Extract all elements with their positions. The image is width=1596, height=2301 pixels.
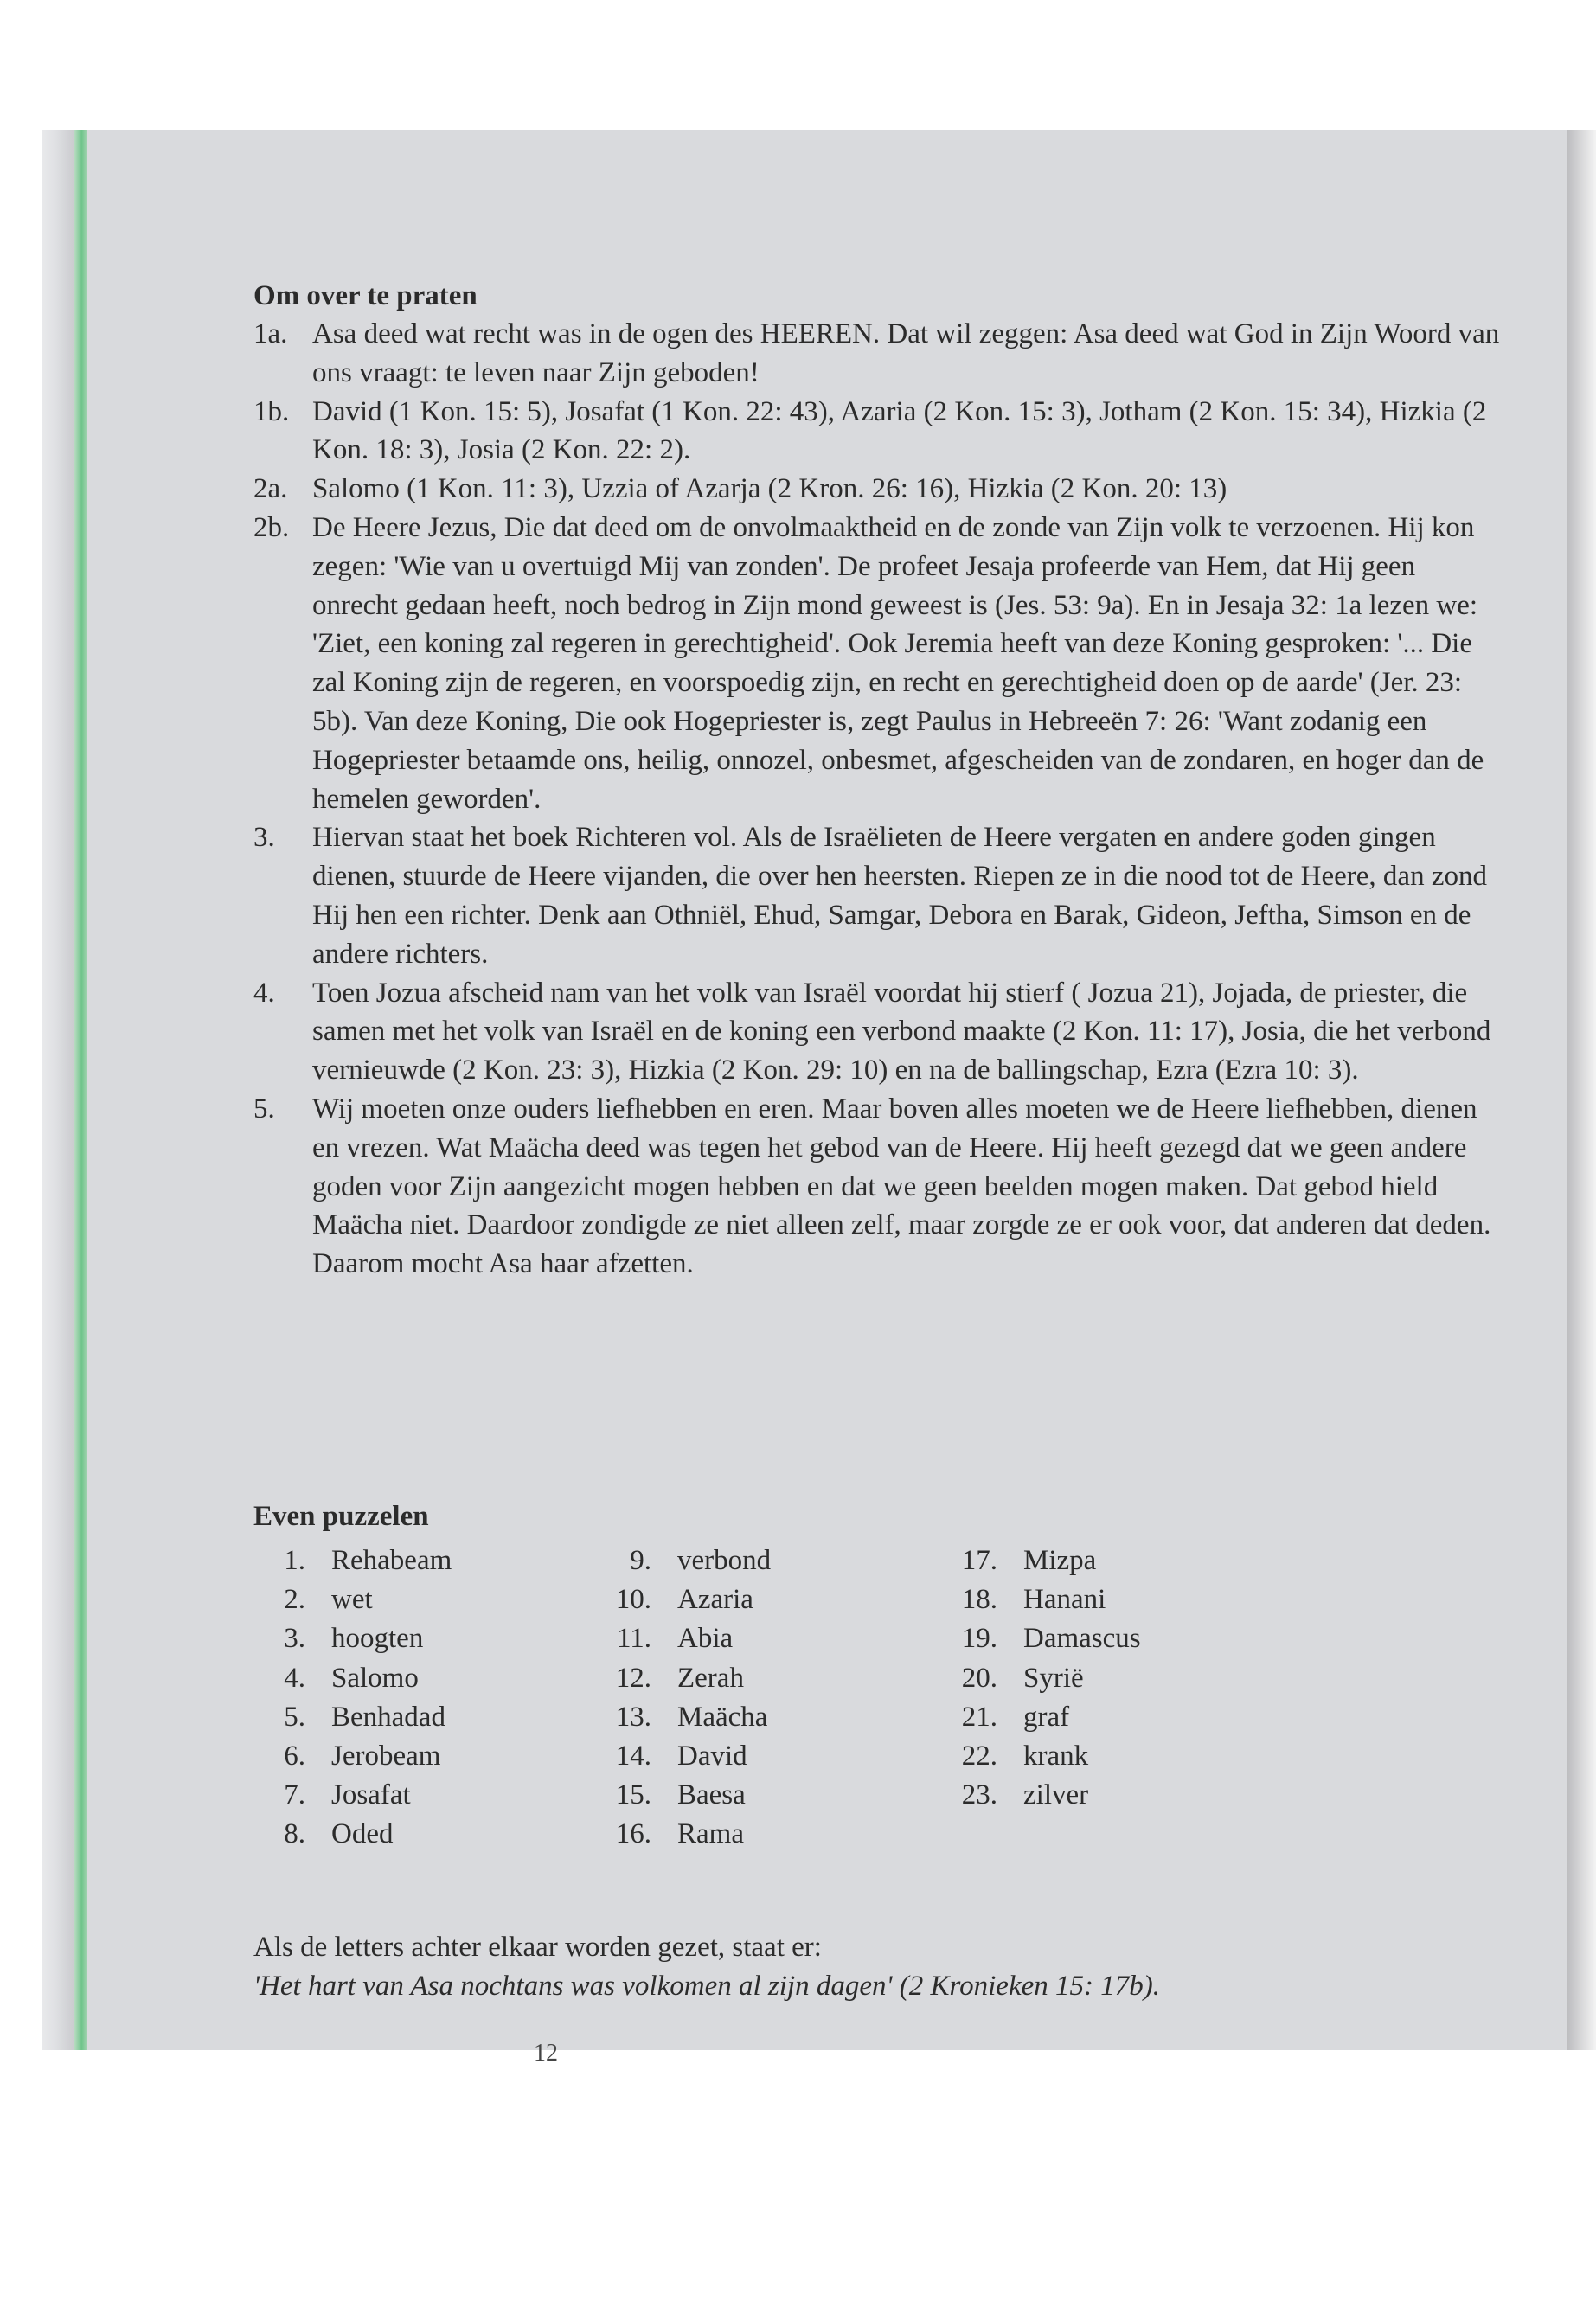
puzzle-number: 11. <box>616 1623 651 1655</box>
puzzle-word: Azaria <box>677 1584 753 1616</box>
puzzle-entry <box>253 1659 513 1698</box>
puzzle-word: Benhadad <box>331 1701 445 1733</box>
puzzle-word: verbond <box>677 1545 772 1576</box>
puzzle-word: Oded <box>331 1818 394 1850</box>
section-heading: Om over te praten <box>253 280 478 311</box>
puzzle-number: 10. <box>615 1584 651 1616</box>
puzzle-word: graf <box>1023 1701 1070 1733</box>
item-text: Toen Jozua afscheid nam van het volk van Israël voordat hij stierf ( Jozua 21), Jojada, de priester, die samen met het volk van Israël en de koning een verbond maakte (2 Kon. 11: 17), Josia, die het verbond vernieuwde (2 Kon. 23: 3), Hizkia (2 Kon. 29: 10) en na de ballingschap, Ezra (Ezra 10: 3). <box>312 977 1491 1086</box>
puzzle-heading: Even puzzelen <box>253 1501 429 1532</box>
puzzle-number: 4. <box>284 1662 305 1694</box>
solution-quote: 'Het hart van Asa nochtans was volkomen al zijn dagen' (2 Kronieken 15: 17b). <box>253 1971 1160 2002</box>
item-text: Wij moeten onze ouders liefhebben en eren. Maar boven alles moeten we de Heere liefhebben, dienen en vrezen. Wat Maächa deed was tegen het gebod van de Heere. Hij heeft gezegd dat we geen andere goden voor Zijn aangezicht mogen hebben en dat we geen beelden mogen maken. Dat gebod hield Maächa niet. Daardoor zondigde ze niet alleen zelf, maar zorgde ze er ook voor, dat anderen dat deden. Daarom mocht Asa haar afzetten. <box>312 1093 1491 1280</box>
puzzle-number: 21. <box>961 1701 997 1733</box>
puzzle-number: 23. <box>961 1779 997 1811</box>
puzzle-word: Syrië <box>1023 1662 1084 1694</box>
puzzle-entry <box>945 1580 1205 1619</box>
puzzle-word: krank <box>1023 1740 1089 1772</box>
puzzle-word: Zerah <box>677 1662 744 1694</box>
solution-intro: Als de letters achter elkaar worden gezet, staat er: <box>253 1932 822 1963</box>
puzzle-entry <box>253 1737 513 1776</box>
puzzle-word: Baesa <box>677 1779 746 1811</box>
puzzle-word: wet <box>331 1584 373 1616</box>
discussion-item <box>253 509 1508 818</box>
puzzle-entry <box>599 1619 859 1658</box>
puzzle-entry <box>253 1698 513 1737</box>
discussion-item <box>253 818 1508 973</box>
puzzle-number: 22. <box>961 1740 997 1772</box>
puzzle-entry <box>599 1815 859 1854</box>
discussion-item <box>253 470 1508 509</box>
item-number: 2b. <box>253 511 290 543</box>
discussion-item <box>253 1090 1508 1284</box>
item-text: Hiervan staat het boek Richteren vol. Als de Israëlieten de Heere vergaten en andere goden gingen dienen, stuurde de Heere vijanden, die over hen heersten. Riepen ze in die nood tot de Heere, dan zond Hij hen een richter. Denk aan Othniël, Ehud, Samgar, Debora en Barak, Gideon, Jeftha, Simson en de andere richters. <box>312 822 1487 970</box>
discussion-item <box>253 393 1508 471</box>
puzzle-number: 13. <box>615 1701 651 1733</box>
puzzle-entry <box>599 1659 859 1698</box>
green-book-edge <box>74 130 87 2050</box>
puzzle-number: 17. <box>961 1545 997 1576</box>
puzzle-number: 2. <box>284 1584 305 1616</box>
page-shadow-right <box>1567 130 1596 2050</box>
puzzle-entry <box>945 1737 1205 1776</box>
item-text: David (1 Kon. 15: 5), Josafat (1 Kon. 22: 43), Azaria (2 Kon. 15: 3), Jotham (2 Kon. 15: 34), Hizkia (2 Kon. 18: 3), Josia (2 Kon. 22: 2). <box>312 395 1487 466</box>
page-number: 12 <box>534 2040 558 2067</box>
puzzle-entry <box>945 1541 1205 1580</box>
puzzle-word: hoogten <box>331 1623 424 1655</box>
puzzle-entry <box>599 1541 859 1580</box>
puzzle-number: 14. <box>615 1740 651 1772</box>
puzzle-number: 18. <box>961 1584 997 1616</box>
puzzle-word: zilver <box>1023 1779 1089 1811</box>
puzzle-entry <box>945 1619 1205 1658</box>
puzzle-number: 8. <box>284 1818 305 1850</box>
item-number: 3. <box>253 822 275 854</box>
puzzle-number: 9. <box>630 1545 651 1576</box>
item-text: De Heere Jezus, Die dat deed om de onvolmaaktheid en de zonde van Zijn volk te verzoenen. Hij kon zegen: 'Wie van u overtuigd Mij van zonden'. De profeet Jesaja profeerde van Hem, dat Hij geen onrecht gedaan heeft, noch bedrog in Zijn mond geweest is (Jes. 53: 9a). En in Jesaja 32: 1a lezen we: 'Ziet, een koning zal regeren in gerechtigheid'. Ook Jeremia heeft van deze Koning gesproken: '... Die zal Koning zijn de regeren, en voorspoedig zijn, en recht en gerechtigheid doen op de aarde' (Jer. 23: 5b). Van deze Koning, Die ook Hogepriester is, zegt Paulus in Hebreeën 7: 26: 'Want zodanig een Hogepriester betaamde ons, heilig, onnozel, onbesmet, afgescheiden van de zondaren, en hoger dan de hemelen geworden'. <box>312 511 1484 815</box>
discussion-item <box>253 974 1508 1090</box>
puzzle-word: Salomo <box>331 1662 419 1694</box>
puzzle-entry <box>253 1619 513 1658</box>
puzzle-number: 7. <box>284 1779 305 1811</box>
item-text: Asa deed wat recht was in de ogen des HEEREN. Dat wil zeggen: Asa deed wat God in Zijn Woord van ons vraagt: te leven naar Zijn geboden! <box>312 318 1500 388</box>
puzzle-word: Rama <box>677 1818 744 1850</box>
puzzle-entry <box>945 1698 1205 1737</box>
discussion-section <box>253 277 1508 1284</box>
puzzle-entry <box>253 1776 513 1815</box>
puzzle-entry <box>599 1580 859 1619</box>
puzzle-word: Mizpa <box>1023 1545 1097 1576</box>
discussion-list <box>253 315 1508 1284</box>
puzzle-word: Josafat <box>331 1779 411 1811</box>
puzzle-entry <box>253 1541 513 1580</box>
puzzle-number: 15. <box>615 1779 651 1811</box>
puzzle-entry <box>253 1580 513 1619</box>
puzzle-column-1 <box>253 1541 513 1855</box>
puzzle-word: Jerobeam <box>331 1740 441 1772</box>
puzzle-number: 16. <box>615 1818 651 1850</box>
puzzle-number: 6. <box>284 1740 305 1772</box>
puzzle-word: Abia <box>677 1623 734 1655</box>
puzzle-number: 5. <box>284 1701 305 1733</box>
puzzle-entry <box>599 1776 859 1815</box>
puzzle-column-3 <box>945 1541 1205 1815</box>
puzzle-word: Damascus <box>1023 1623 1141 1655</box>
puzzle-number: 3. <box>284 1623 305 1655</box>
puzzle-number: 12. <box>615 1662 651 1694</box>
puzzle-word: David <box>677 1740 747 1772</box>
puzzle-column-2 <box>599 1541 859 1855</box>
puzzle-word: Hanani <box>1023 1584 1106 1616</box>
discussion-item <box>253 315 1508 393</box>
item-number: 1b. <box>253 395 290 427</box>
item-text: Salomo (1 Kon. 11: 3), Uzzia of Azarja (2 Kron. 26: 16), Hizkia (2 Kon. 20: 13) <box>312 473 1227 505</box>
puzzle-entry <box>945 1776 1205 1815</box>
puzzle-entry <box>945 1659 1205 1698</box>
puzzle-entry <box>599 1698 859 1737</box>
puzzle-number: 1. <box>284 1545 305 1576</box>
puzzle-entry <box>253 1815 513 1854</box>
puzzle-entry <box>599 1737 859 1776</box>
puzzle-word: Rehabeam <box>331 1545 452 1576</box>
item-number: 1a. <box>253 318 288 349</box>
item-number: 5. <box>253 1093 275 1125</box>
puzzle-number: 19. <box>961 1623 997 1655</box>
puzzle-number: 20. <box>961 1662 997 1694</box>
item-number: 2a. <box>253 473 288 505</box>
item-number: 4. <box>253 977 275 1009</box>
puzzle-word: Maächa <box>677 1701 768 1733</box>
